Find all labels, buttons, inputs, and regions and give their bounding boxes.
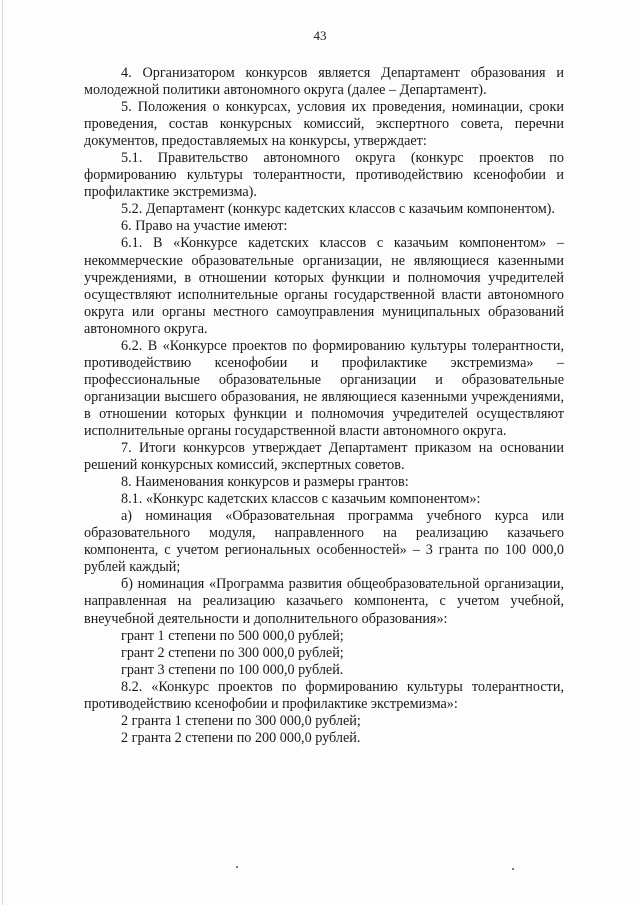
page-number: 43 [313, 28, 327, 43]
scan-edge [2, 0, 3, 905]
paragraph-5-2: 5.2. Департамент (конкурс кадетских классов с казачьим компонентом). [121, 201, 555, 218]
paragraph-6: 6. Право на участие имеют: [121, 218, 288, 235]
nomination-a: а) номинация «Образовательная программа учебного курса или образовательного модуля, направленного на реализацию казачьего компонента, с учетом региональных особенностей» – 3 гранта по 100 000,0 рублей каждый; [84, 508, 564, 576]
paragraph-8-2: 8.2. «Конкурс проектов по формированию культуры толерантности, противодействию ксенофобии и профилактике экстремизма»: [84, 678, 564, 712]
document-body [84, 65, 564, 747]
grant-list-item: 2 гранта 1 степени по 300 000,0 рублей; [121, 712, 361, 729]
paragraph-8: 8. Наименования конкурсов и размеры грантов: [121, 474, 409, 491]
paragraph-6-2: 6.2. В «Конкурсе проектов по формированию культуры толерантности, противодействию ксенофобии и профилактике экстремизма» – профессиональные образовательные организации и образовательные организации высшего образования, не являющиеся казенными учреждениями, в отношении которых функции и полномочия учредителей осуществляют исполнительные органы государственной власти автономного округа. [84, 337, 564, 439]
paragraph-6-1: 6.1. В «Конкурсе кадетских классов с казачьим компонентом» – некоммерческие образовательные организации, не являющиеся казенными учреждениями, в отношении которых функции и полномочия учредителей осуществляют исполнительные органы государственной власти автономного округа или органы местного самоуправления муниципальных образований автономного округа. [84, 235, 564, 337]
grant-list-item: грант 3 степени по 100 000,0 рублей. [121, 661, 344, 678]
paragraph-5-1: 5.1. Правительство автономного округа (конкурс проектов по формированию культуры толерантности, противодействию ксенофобии и профилактике экстремизма). [84, 150, 564, 201]
scan-speck [236, 866, 238, 868]
nomination-b: б) номинация «Программа развития общеобразовательной организации, направленная на реализацию казачьего компонента, с учетом учебной, внеучебной деятельности и дополнительного образования»: [84, 576, 564, 627]
grant-list-item: 2 гранта 2 степени по 200 000,0 рублей. [121, 729, 361, 746]
paragraph-4: 4. Организатором конкурсов является Департамент образования и молодежной политики автономного округа (далее – Департамент). [84, 65, 564, 99]
paragraph-8-1: 8.1. «Конкурс кадетских классов с казачьим компонентом»: [121, 491, 481, 508]
paragraph-5: 5. Положения о конкурсах, условия их проведения, номинации, сроки проведения, состав конкурсных комиссий, экспертного совета, перечни документов, предоставляемых на конкурсы, утверждает: [84, 99, 564, 150]
paragraph-7: 7. Итоги конкурсов утверждает Департамент приказом на основании решений конкурсных комиссий, экспертных советов. [84, 440, 564, 474]
scan-speck [512, 868, 514, 870]
grant-list-item: грант 1 степени по 500 000,0 рублей; [121, 627, 344, 644]
grant-list-item: грант 2 степени по 300 000,0 рублей; [121, 644, 344, 661]
